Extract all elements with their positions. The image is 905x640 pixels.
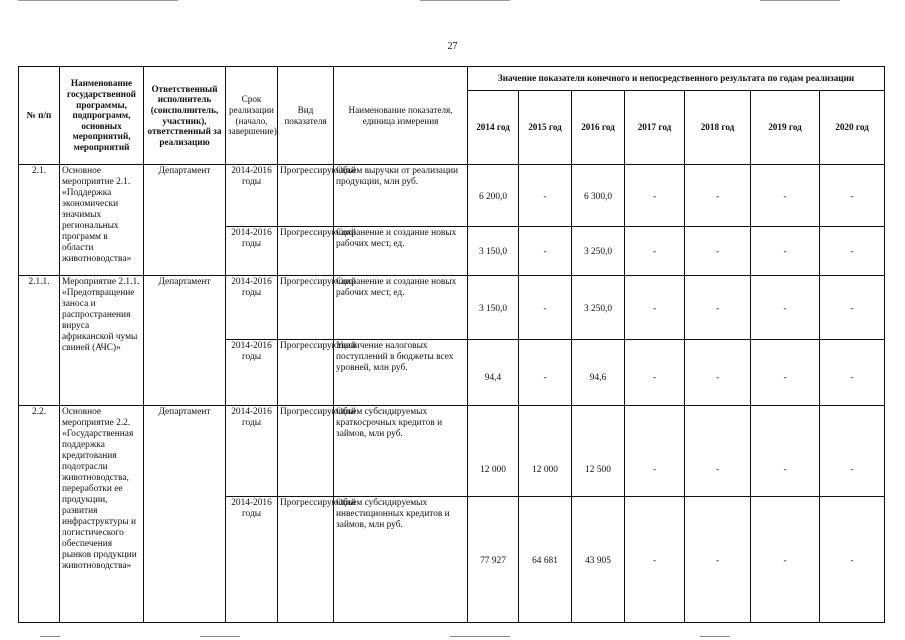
indicator-name: Объем выручки от реализации продукции, млн руб.: [334, 165, 468, 227]
implementation-term: 2014-2016 годы: [226, 340, 278, 406]
implementation-term: 2014-2016 годы: [226, 165, 278, 227]
indicator-name: Сохранение и создание новых рабочих мест, ед.: [334, 276, 468, 340]
value-cell: -: [751, 227, 820, 276]
table-row: [19, 165, 885, 227]
value-cell: 3 250,0: [572, 276, 625, 340]
table-row: [19, 276, 885, 340]
header-num: № п/п: [19, 67, 60, 165]
scan-edge-line: [200, 636, 240, 637]
indicator-type: Прогрессирующий: [278, 165, 334, 227]
header-year: 2020 год: [820, 91, 885, 165]
value-cell: -: [685, 276, 751, 340]
responsible-executor: Департамент: [144, 165, 226, 276]
indicator-type: Прогрессирующий: [278, 497, 334, 623]
value-cell: -: [751, 340, 820, 406]
value-cell: -: [751, 497, 820, 623]
value-cell: -: [751, 276, 820, 340]
header-responsible: Ответственный исполнитель (соисполнитель, участник), ответственный за реализацию: [144, 67, 226, 165]
page-number: 27: [447, 41, 458, 52]
value-cell: -: [820, 497, 885, 623]
scan-edge-line: [420, 0, 510, 1]
measure-name: Основное мероприятие 2.2. «Государственная поддержка кредитования подотрасли животноводства, переработки ее продукции, развития инфраструктуры и логистического обеспечения рынков продукции животноводства»: [60, 406, 144, 623]
value-cell: -: [820, 340, 885, 406]
value-cell: -: [685, 340, 751, 406]
value-cell: 3 150,0: [468, 276, 519, 340]
value-cell: 43 905: [572, 497, 625, 623]
value-cell: -: [625, 406, 685, 497]
value-cell: -: [685, 165, 751, 227]
responsible-executor: Департамент: [144, 276, 226, 406]
indicator-name: Объем субсидируемых краткосрочных кредитов и займов, млн руб.: [334, 406, 468, 497]
header-values-group: Значение показателя конечного и непосредственного результата по годам реализации: [468, 67, 885, 91]
header-year: 2015 год: [519, 91, 572, 165]
value-cell: -: [519, 227, 572, 276]
value-cell: -: [625, 227, 685, 276]
value-cell: 6 300,0: [572, 165, 625, 227]
implementation-term: 2014-2016 годы: [226, 276, 278, 340]
value-cell: -: [519, 340, 572, 406]
header-year: 2019 год: [751, 91, 820, 165]
scan-edge-line: [700, 636, 730, 637]
value-cell: 3 250,0: [572, 227, 625, 276]
indicator-type: Прогрессирующий: [278, 340, 334, 406]
value-cell: -: [625, 497, 685, 623]
header-year: 2014 год: [468, 91, 519, 165]
value-cell: 6 200,0: [468, 165, 519, 227]
scan-edge-line: [450, 636, 510, 637]
value-cell: 3 150,0: [468, 227, 519, 276]
row-number: 2.1.1.: [19, 276, 60, 406]
value-cell: -: [625, 165, 685, 227]
row-number: 2.2.: [19, 406, 60, 623]
scan-edge-line: [760, 0, 840, 1]
header-year: 2018 год: [685, 91, 751, 165]
row-number: 2.1.: [19, 165, 60, 276]
value-cell: -: [625, 276, 685, 340]
header-term: Срок реализации (начало, завершение): [226, 67, 278, 165]
measure-name: Мероприятие 2.1.1. «Предотвращение заноса и распространения вируса африканской чумы свиней (АЧС)»: [60, 276, 144, 406]
indicator-type: Прогрессирующий: [278, 406, 334, 497]
header-indicator: Наименование показателя, единица измерения: [334, 67, 468, 165]
indicator-name: Объем субсидируемых инвестиционных кредитов и займов, млн руб.: [334, 497, 468, 623]
measure-name: Основное мероприятие 2.1. «Поддержка экономически значимых региональных программ в области животноводства»: [60, 165, 144, 276]
header-name: Наименование государственной программы, подпрограмм, основных мероприятий, мероприятий: [60, 67, 144, 165]
indicator-table: [18, 66, 885, 623]
header-year: 2017 год: [625, 91, 685, 165]
scan-edge-line: [40, 636, 60, 637]
value-cell: -: [751, 406, 820, 497]
value-cell: 12 500: [572, 406, 625, 497]
indicator-type: Прогрессирующий: [278, 227, 334, 276]
implementation-term: 2014-2016 годы: [226, 406, 278, 497]
value-cell: -: [820, 165, 885, 227]
value-cell: -: [751, 165, 820, 227]
value-cell: 12 000: [519, 406, 572, 497]
value-cell: -: [820, 227, 885, 276]
indicator-type: Прогрессирующий: [278, 276, 334, 340]
value-cell: -: [685, 406, 751, 497]
implementation-term: 2014-2016 годы: [226, 497, 278, 623]
value-cell: 94,4: [468, 340, 519, 406]
indicator-name: Сохранение и создание новых рабочих мест, ед.: [334, 227, 468, 276]
value-cell: -: [820, 406, 885, 497]
implementation-term: 2014-2016 годы: [226, 227, 278, 276]
responsible-executor: Департамент: [144, 406, 226, 623]
header-type: Вид показателя: [278, 67, 334, 165]
value-cell: 64 681: [519, 497, 572, 623]
value-cell: -: [820, 276, 885, 340]
value-cell: -: [685, 227, 751, 276]
value-cell: -: [519, 165, 572, 227]
value-cell: 77 927: [468, 497, 519, 623]
value-cell: 12 000: [468, 406, 519, 497]
value-cell: 94,6: [572, 340, 625, 406]
table-row: [19, 406, 885, 497]
value-cell: -: [685, 497, 751, 623]
value-cell: -: [625, 340, 685, 406]
value-cell: -: [519, 276, 572, 340]
indicator-name: Увеличение налоговых поступлений в бюджеты всех уровней, млн руб.: [334, 340, 468, 406]
scan-edge-line: [18, 0, 178, 1]
header-year: 2016 год: [572, 91, 625, 165]
